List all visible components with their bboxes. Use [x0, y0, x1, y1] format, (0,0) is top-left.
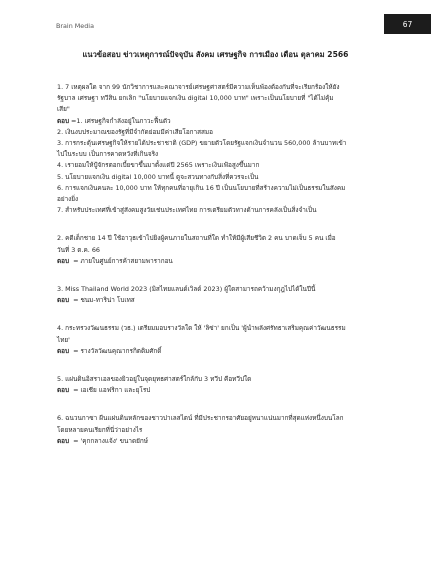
answer-label: ตอบ — [57, 436, 70, 445]
answer-1-line-1 — [57, 116, 367, 127]
answer-2: ตอบ = ภายในศูนย์การค้าสยามพารากอน — [57, 256, 173, 265]
quiz-content — [57, 82, 367, 447]
page-number-badge — [384, 14, 431, 34]
answer-label: ตอบ — [57, 386, 70, 395]
header-brand: Brain Media — [56, 22, 94, 30]
question-1 — [57, 82, 367, 216]
question-2-line-2: วันที่ 3 ต.ค. 66 — [57, 245, 100, 254]
question-6-line-1: 6. ฉนวนกาซา ผืนแผ่นดินหลักของชาวปาเลสไตน์ ที่มีประชากรอาศัยอยู่หนาแน่นมากที่สุดแห่งหนึ่งบนโลก — [57, 414, 344, 423]
answer-label: ตอบ — [57, 346, 70, 355]
answer-label: ตอบ — [57, 256, 70, 265]
answer-4-text: รางวัลวัฒนคุณากรกิตติมศักดิ์ — [80, 346, 162, 355]
question-5 — [57, 374, 367, 396]
answer-label: ตอบ — [57, 296, 70, 305]
question-5-line-1: 5. แผ่นดินอิสราเอลของยิวอยู่ในจุดยุทธศาสตร์ใกล้กับ 3 ทวีป คือทวีปใด — [57, 375, 252, 384]
question-1-line-2: รัฐบาล เศรษฐา ทวีสิน ยกเลิก "นโยบายแจกเงิน digital 10,000 บาท" เพราะเป็นนโยบายที่ "ได้ไม่คุ้ม — [57, 94, 334, 103]
answer-1-line-8: อย่างยิ่ง — [57, 195, 79, 204]
answer-1-line-5: 4. เรายอมให้ปู้จักรตอกเบี้ยขาขึ้นมาตั้งแต่ปี 2565 เพราะเงินเฟ้อสูงขึ้นมาก — [57, 161, 260, 170]
question-1-line-3: เสีย" — [57, 105, 70, 114]
page-number: 67 — [402, 19, 413, 29]
question-2 — [57, 233, 367, 267]
question-6-line-2: โดยหลายคนเรียกที่นี่ว่าอย่างไร — [57, 425, 143, 434]
question-6 — [57, 413, 367, 447]
answer-4: ตอบ = รางวัลวัฒนคุณากรกิตติมศักดิ์ — [57, 346, 162, 355]
question-1-line-1: 1. 7 เหตุผลใด จาก 99 นักวิชาการและคณาจารย์เศรษฐศาสตร์มีความเห็นพ้องต้องกันที่จะเรียกร้องให้ยัง — [57, 83, 340, 91]
question-4-line-1: 4. กระทรวงวัฒนธรรม (วธ.) เตรียมมอบรางวัลใด ให้ 'ลิซ่า' ยกเป็น 'ผู้นำพลังศรัทธาเสริมคุณค่าวัฒนธรรม — [57, 324, 346, 333]
answer-1-line-2: 2. เงินงบประมาณของรัฐที่มีจำกัดย่อมมีค่าเสียโอกาสสมอ — [57, 127, 213, 136]
answer-label: ตอบ — [57, 116, 70, 125]
question-3-line-1: 3. Miss Thailand World 2023 (มิสไทยแลนด์เวิลด์ 2023) ผู้ใดสามารถคว้ามงกุฎไปได้ในปีนี้ — [57, 285, 316, 294]
answer-3-text: ชนม-ทาริน่า โบเทส — [80, 296, 135, 305]
answer-6-text: 'คุกกลางแจ้ง' ขนาดยักษ์ — [80, 436, 148, 445]
answer-3: ตอบ = ชนม-ทาริน่า โบเทส — [57, 296, 135, 305]
answer-1-line-9: 7. สำหรับประเทศที่เข้าสู่สังคมสูงวัยเช่นประเทศไทย การเตรียมตัวทางด้านการคลังเป็นสิ่งจำเป็น — [57, 206, 317, 215]
question-3 — [57, 284, 367, 306]
question-2-line-1: 2. คดีเด็กชาย 14 ปี ใช้อาวุธเข้าไปยิงผู้คนภายในสถานที่ใด ทำให้มีผู้เสียชีวิต 2 คน บาดเจ็บ 5 คน เมื่อ — [57, 234, 336, 243]
answer-1-line-7: 6. การแจกเงินคนละ 10,000 บาท ให้ทุกคนที่อายุเกิน 16 ปี เป็นนโยบายที่สร้างความไม่เป็นธรรมในสังคม — [57, 183, 346, 192]
question-4-line-2: ไทย' — [57, 335, 70, 344]
question-4 — [57, 323, 367, 357]
answer-1-line-6: 5. นโยบายแจกเงิน digital 10,000 บาทนี้ ดูจะสวนทางกับสิ่งที่ควรจะเป็น — [57, 172, 259, 181]
answer-5: ตอบ = เอเชีย แอฟริกา และยุโรป — [57, 386, 151, 395]
answer-2-text: ภายในศูนย์การค้าสยามพารากอน — [80, 256, 173, 265]
answer-5-text: เอเชีย แอฟริกา และยุโรป — [80, 386, 151, 395]
answer-1-line-4: ไปในระบบ เป็นการคาดหวังที่เกินจริง — [57, 150, 159, 159]
page-title: แนวข้อสอบ ข่าวเหตุการณ์ปัจจุบัน สังคม เศรษฐกิจ การเมือง เดือน ตุลาคม 2566 — [82, 50, 349, 59]
answer-1-text: =1. เศรษฐกิจกำลังอยู่ในภาวะฟื้นตัว — [71, 116, 171, 125]
answer-1-line-3: 3. การกระตุ้นเศรษฐกิจให้รายได้ประชาชาติ (GDP) ขยายตัวโดยรัฐแจกเงินจำนวน 560,000 ล้านบาทเข้า — [57, 139, 347, 148]
answer-6: ตอบ = 'คุกกลางแจ้ง' ขนาดยักษ์ — [57, 436, 148, 445]
